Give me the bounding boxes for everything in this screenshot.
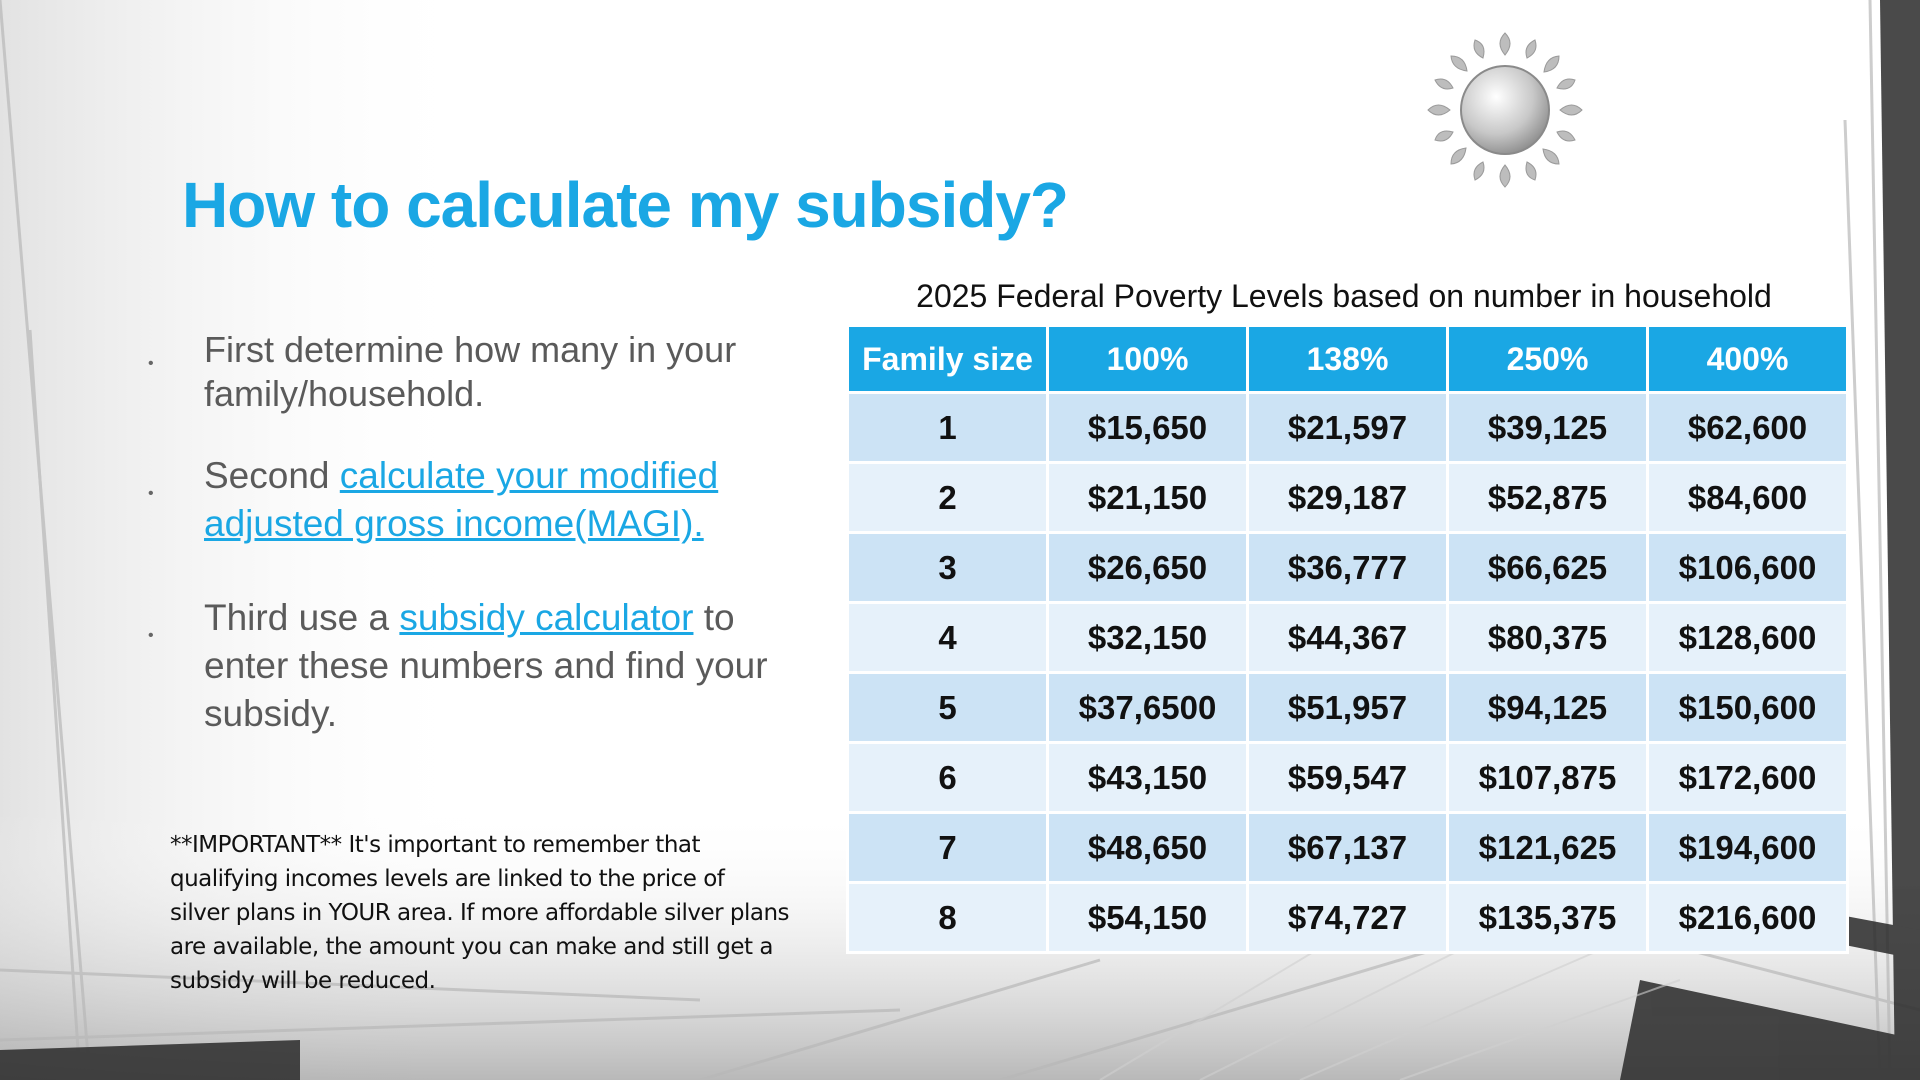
income-cell: $39,125 bbox=[1448, 393, 1648, 463]
income-cell: $128,600 bbox=[1648, 603, 1848, 673]
bullet-text: First determine how many in your family/household. bbox=[204, 329, 737, 414]
table-row bbox=[848, 743, 1848, 813]
header-138-percent: 138% bbox=[1248, 326, 1448, 393]
table-header-row bbox=[848, 326, 1848, 393]
income-cell: $121,625 bbox=[1448, 813, 1648, 883]
income-cell: $135,375 bbox=[1448, 883, 1648, 953]
income-cell: $172,600 bbox=[1648, 743, 1848, 813]
income-cell: $54,150 bbox=[1048, 883, 1248, 953]
table-row bbox=[848, 603, 1848, 673]
income-cell: $51,957 bbox=[1248, 673, 1448, 743]
subsidy-calculator-link[interactable]: subsidy calculator bbox=[399, 597, 694, 638]
income-cell: $74,727 bbox=[1248, 883, 1448, 953]
bullet-item-3 bbox=[148, 594, 798, 738]
income-cell: $15,650 bbox=[1048, 393, 1248, 463]
bullet-text: Third use a bbox=[204, 597, 400, 638]
table-row bbox=[848, 883, 1848, 953]
income-cell: $150,600 bbox=[1648, 673, 1848, 743]
income-cell: $59,547 bbox=[1248, 743, 1448, 813]
income-cell: $29,187 bbox=[1248, 463, 1448, 533]
family-size-cell: 1 bbox=[848, 393, 1048, 463]
magi-link[interactable]: calculate your modified adjusted gross income(MAGI). bbox=[204, 455, 719, 544]
income-cell: $21,597 bbox=[1248, 393, 1448, 463]
income-cell: $107,875 bbox=[1448, 743, 1648, 813]
header-family-size: Family size bbox=[848, 326, 1048, 393]
slide-title: How to calculate my subsidy? bbox=[182, 169, 1068, 241]
header-250-percent: 250% bbox=[1448, 326, 1648, 393]
bullet-text: Second bbox=[204, 455, 340, 496]
income-cell: $37,6500 bbox=[1048, 673, 1248, 743]
income-cell: $21,150 bbox=[1048, 463, 1248, 533]
income-cell: $26,650 bbox=[1048, 533, 1248, 603]
table-row bbox=[848, 673, 1848, 743]
header-400-percent: 400% bbox=[1648, 326, 1848, 393]
sun-icon bbox=[1420, 25, 1590, 195]
income-cell: $44,367 bbox=[1248, 603, 1448, 673]
family-size-cell: 8 bbox=[848, 883, 1048, 953]
header-100-percent: 100% bbox=[1048, 326, 1248, 393]
family-size-cell: 5 bbox=[848, 673, 1048, 743]
income-cell: $52,875 bbox=[1448, 463, 1648, 533]
family-size-cell: 7 bbox=[848, 813, 1048, 883]
bullet-dot: • bbox=[148, 485, 154, 502]
bullet-dot: • bbox=[148, 627, 154, 644]
table-row bbox=[848, 463, 1848, 533]
bullet-text: to enter these numbers and find your subsidy. bbox=[204, 597, 768, 734]
family-size-cell: 3 bbox=[848, 533, 1048, 603]
income-cell: $32,150 bbox=[1048, 603, 1248, 673]
income-cell: $43,150 bbox=[1048, 743, 1248, 813]
income-cell: $94,125 bbox=[1448, 673, 1648, 743]
bullet-list bbox=[148, 328, 798, 738]
income-cell: $106,600 bbox=[1648, 533, 1848, 603]
family-size-cell: 2 bbox=[848, 463, 1048, 533]
income-cell: $216,600 bbox=[1648, 883, 1848, 953]
bullet-item-2 bbox=[148, 452, 798, 548]
table-row bbox=[848, 813, 1848, 883]
bullet-dot: • bbox=[148, 355, 154, 372]
income-cell: $80,375 bbox=[1448, 603, 1648, 673]
table-row bbox=[848, 393, 1848, 463]
bullet-item-1 bbox=[148, 328, 798, 416]
income-cell: $194,600 bbox=[1648, 813, 1848, 883]
income-cell: $66,625 bbox=[1448, 533, 1648, 603]
income-cell: $62,600 bbox=[1648, 393, 1848, 463]
family-size-cell: 4 bbox=[848, 603, 1048, 673]
income-cell: $84,600 bbox=[1648, 463, 1848, 533]
important-note: **IMPORTANT** It's important to remember that qualifying incomes levels are linked to the price of silver plans in YOUR area. If more affordable silver plans are available, the amount you can make and still get a subsidy will be reduced. bbox=[170, 832, 790, 994]
table-row bbox=[848, 533, 1848, 603]
table-body bbox=[848, 393, 1848, 953]
poverty-level-table bbox=[846, 324, 1849, 954]
income-cell: $36,777 bbox=[1248, 533, 1448, 603]
income-cell: $67,137 bbox=[1248, 813, 1448, 883]
income-cell: $48,650 bbox=[1048, 813, 1248, 883]
family-size-cell: 6 bbox=[848, 743, 1048, 813]
table-caption: 2025 Federal Poverty Levels based on number in household bbox=[916, 278, 1772, 314]
